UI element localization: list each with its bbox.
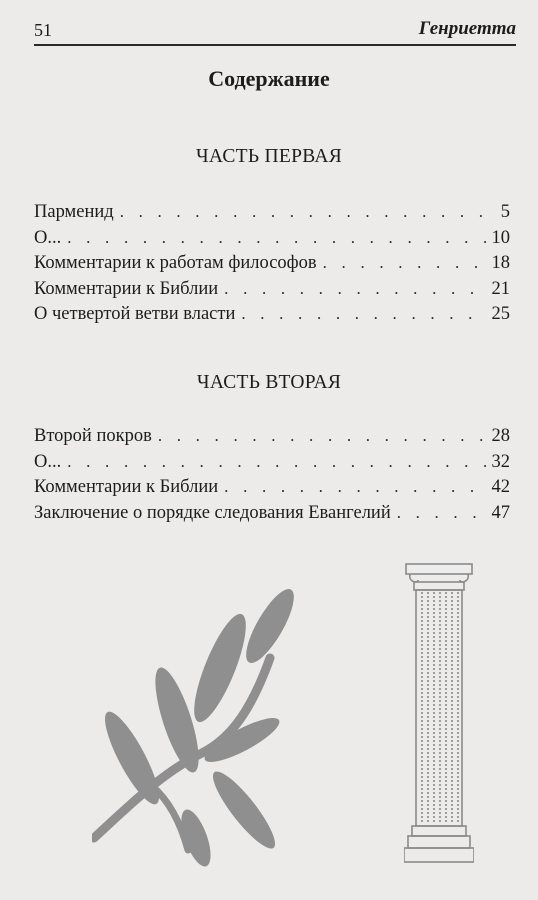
toc-entry-label: О четвертой ветви власти bbox=[34, 304, 236, 324]
toc-entry[interactable] bbox=[34, 474, 510, 500]
dot-leader bbox=[158, 423, 486, 449]
part-two-list bbox=[34, 423, 510, 525]
toc-entry[interactable] bbox=[34, 276, 510, 302]
toc-entry-page: 10 bbox=[491, 227, 510, 248]
toc-entry[interactable] bbox=[34, 199, 510, 225]
toc-entry-page: 47 bbox=[491, 502, 510, 523]
dot-leader bbox=[224, 474, 485, 500]
dot-leader bbox=[323, 250, 486, 276]
toc-entry-page: 18 bbox=[491, 253, 510, 273]
page-number: 51 bbox=[34, 20, 52, 40]
page-header bbox=[34, 18, 516, 46]
toc-entry-page: 21 bbox=[491, 278, 510, 299]
toc-entry-page: 28 bbox=[491, 426, 510, 446]
toc-title: Содержание bbox=[208, 66, 330, 91]
toc-entry[interactable] bbox=[34, 423, 510, 449]
dot-leader bbox=[241, 301, 485, 327]
toc-entry[interactable] bbox=[34, 500, 510, 526]
toc-entry-page: 5 bbox=[500, 202, 510, 222]
toc-entry-page: 32 bbox=[491, 451, 510, 472]
toc-entry[interactable] bbox=[34, 250, 510, 276]
greek-column-icon bbox=[404, 560, 474, 880]
dot-leader bbox=[120, 199, 495, 225]
toc-entry-label: Комментарии к Библии bbox=[34, 477, 219, 497]
dot-leader bbox=[67, 225, 485, 251]
toc-entry[interactable] bbox=[34, 449, 510, 475]
toc-entry[interactable] bbox=[34, 301, 510, 327]
toc-entry-page: 42 bbox=[491, 477, 510, 497]
toc-entry-label: Комментарии к работам философов bbox=[34, 253, 317, 273]
dot-leader bbox=[224, 276, 485, 302]
running-title: Генриетта bbox=[418, 18, 516, 39]
olive-branch-icon bbox=[92, 588, 312, 868]
toc-entry-label: Парменид bbox=[34, 202, 114, 222]
dot-leader bbox=[67, 449, 485, 475]
toc-entry-label: Второй покров bbox=[34, 426, 152, 446]
dot-leader bbox=[397, 500, 486, 526]
toc-entry-label: О... bbox=[34, 227, 62, 248]
toc-entry-label: Комментарии к Библии bbox=[34, 278, 219, 299]
part-one-list bbox=[34, 199, 510, 327]
part-one-heading: ЧАСТЬ ПЕРВАЯ bbox=[195, 146, 343, 167]
toc-entry-page: 25 bbox=[491, 304, 510, 324]
part-two-heading: ЧАСТЬ ВТОРАЯ bbox=[196, 372, 342, 393]
toc-entry-label: Заключение о порядке следования Евангелий bbox=[34, 502, 391, 523]
toc-entry[interactable] bbox=[34, 225, 510, 251]
toc-entry-label: О... bbox=[34, 451, 62, 472]
